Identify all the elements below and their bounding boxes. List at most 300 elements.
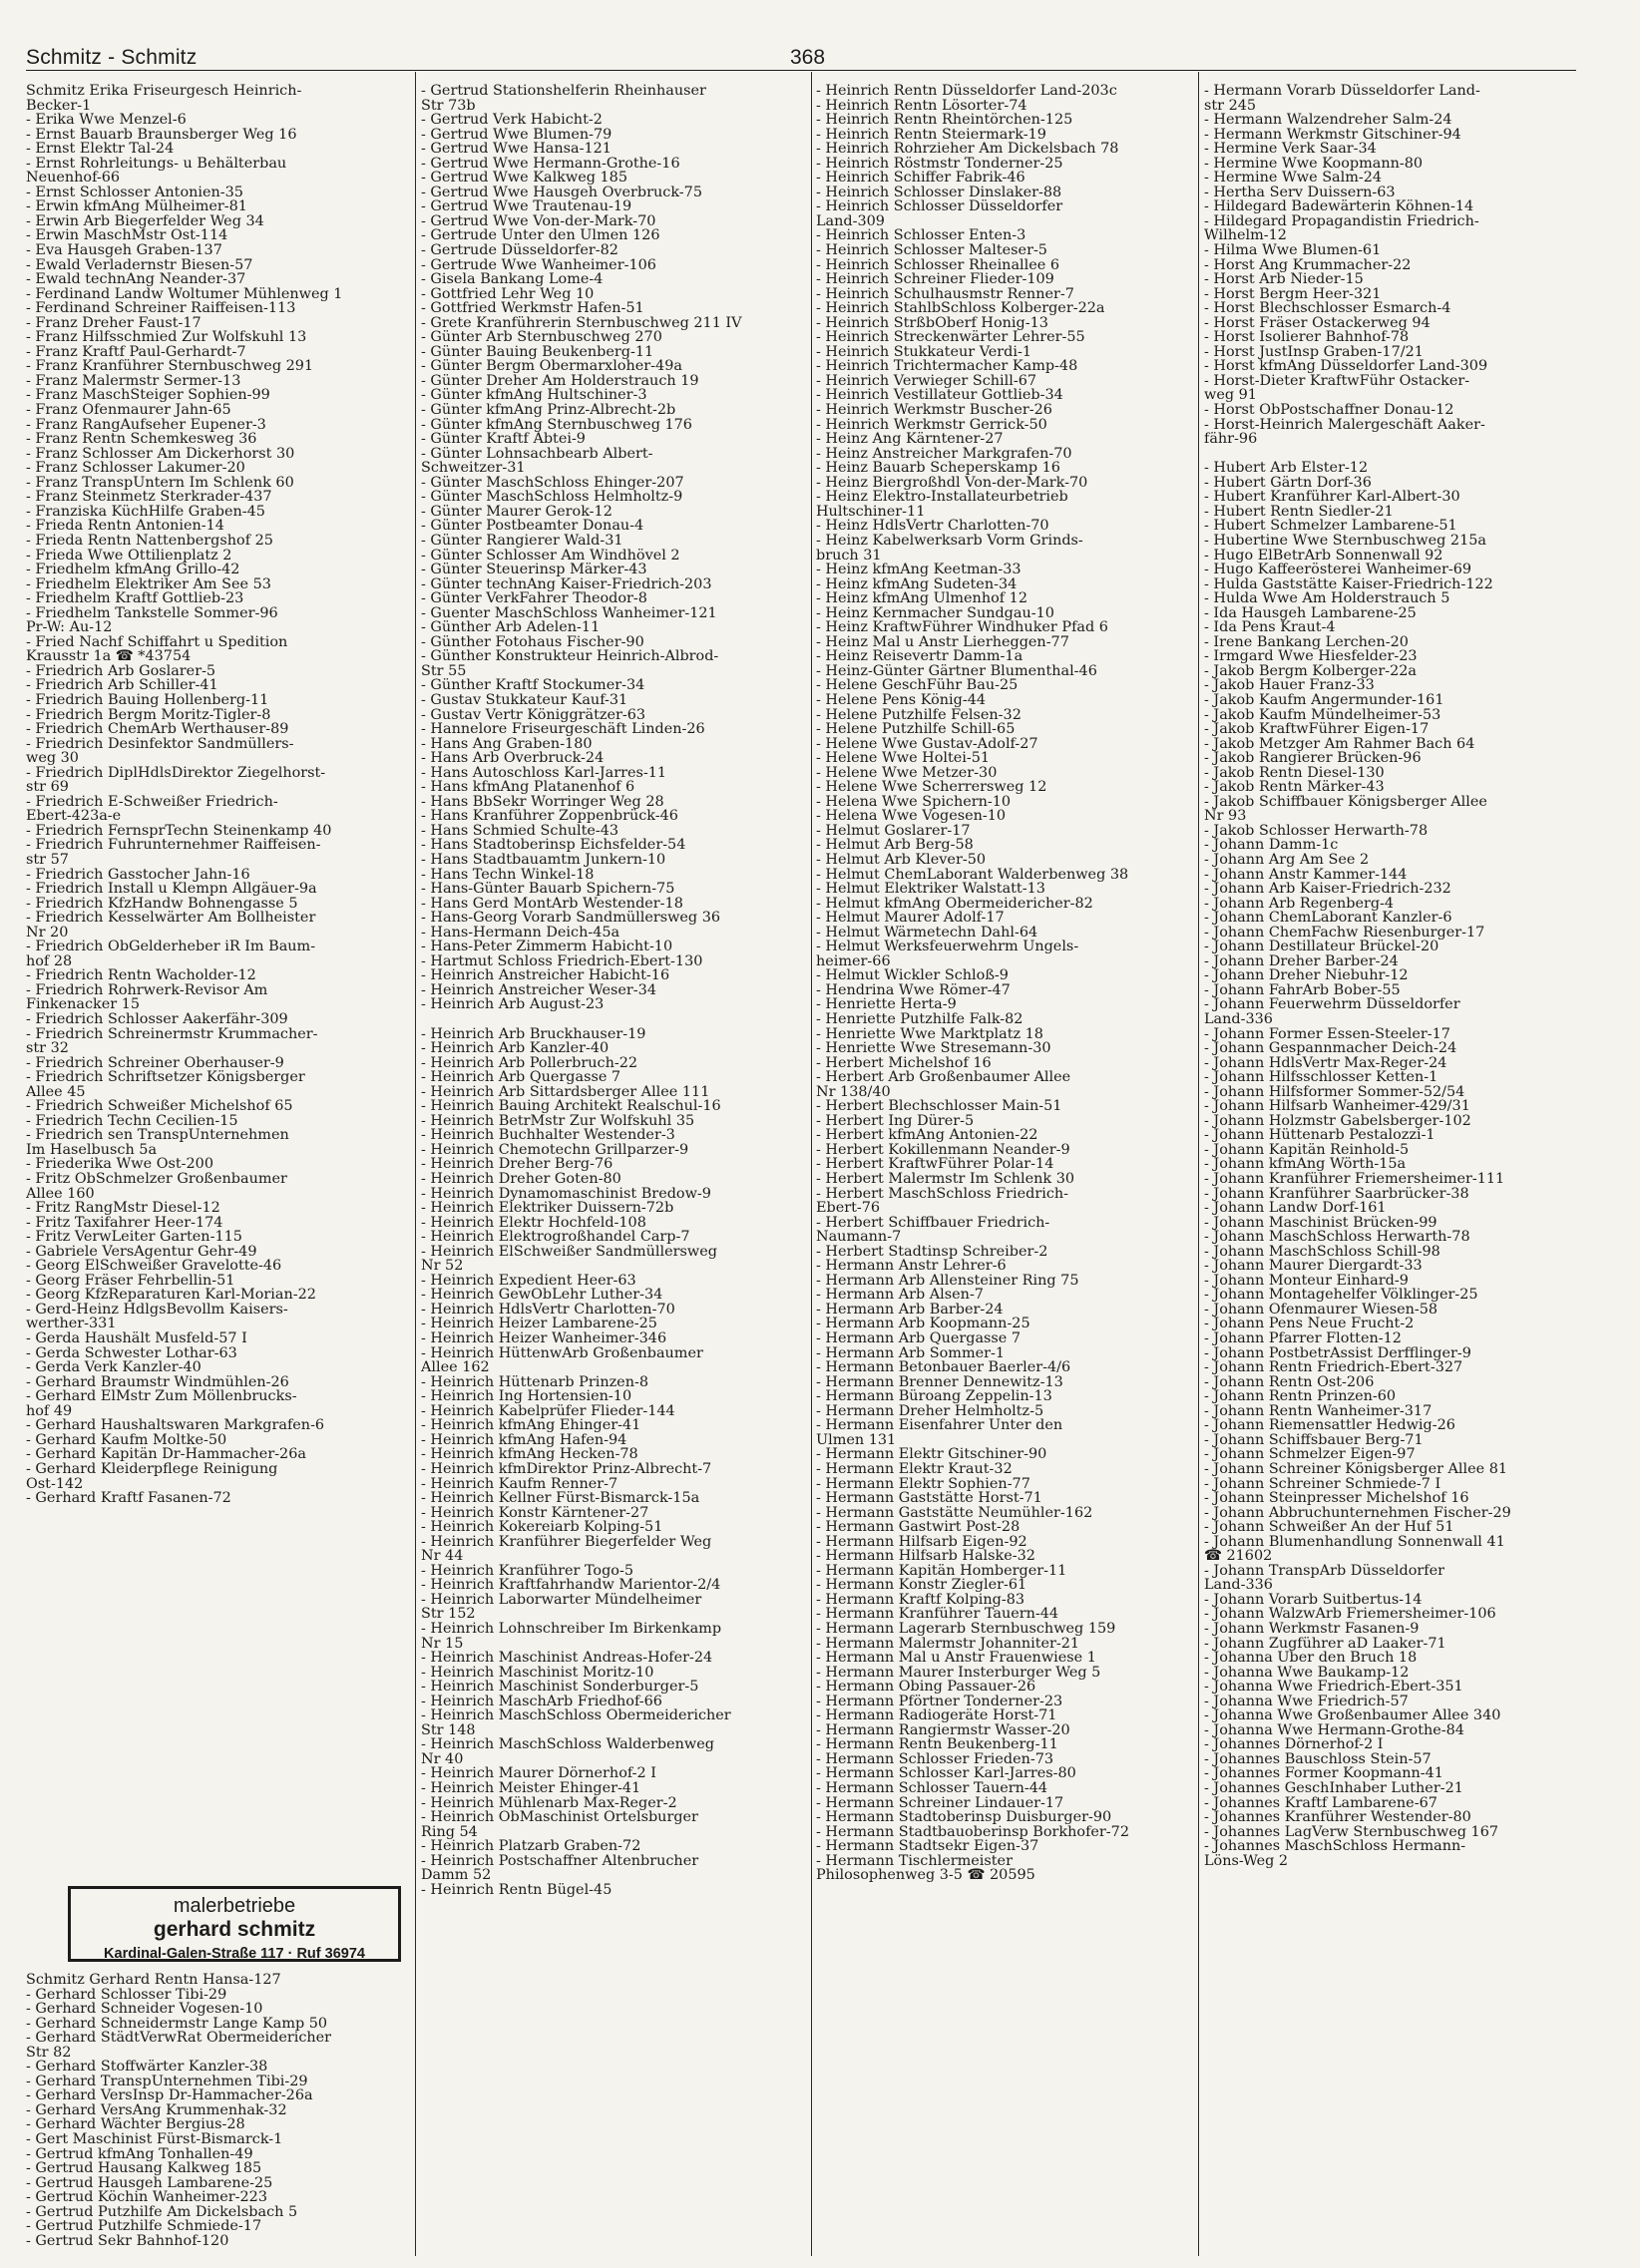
directory-entry: - Johanna Über den Bruch 18 [1204,1651,1418,1666]
directory-entry: - Heinz kfmAng Sudeten-34 [816,576,1018,592]
directory-entry: - Heinz Kernmacher Sundgau-10 [816,605,1054,621]
directory-entry: - Fritz ObSchmelzer Großenbaumer [26,1172,287,1187]
directory-entry: - Heinz Biergroßhdl Von-der-Mark-70 [816,475,1088,491]
directory-entry: - Gerhard TranspUnternehmen Tibi-29 [26,2073,308,2089]
directory-entry: - Heinrich kfmAng Hecken-78 [421,1447,638,1462]
directory-entry: - Helene GeschFühr Bau-25 [816,678,1019,693]
directory-entry: - Horst Blechschlosser Esmarch-4 [1204,301,1451,316]
directory-entry: - Johanna Wwe Hermann-Grothe-84 [1204,1722,1464,1738]
directory-entry: - Friedrich Fuhrunternehmer Raiffeisen- [26,838,321,853]
directory-entry: - Ida Hausgeh Lambarene-25 [1204,605,1417,621]
directory-entry: - Johanna Wwe Friedrich-Ebert-351 [1204,1680,1463,1695]
directory-entry: - Herbert MaschSchloss Friedrich- [816,1186,1069,1202]
directory-entry: - Hermann Gaststätte Horst-71 [816,1491,1042,1506]
directory-entry: - Hermann Stadtbauoberinsp Borkhofer-72 [816,1824,1129,1840]
directory-entry: - Gerhard Wächter Bergius-28 [26,2116,245,2133]
directory-entry: - Hans-Georg Vorarb Sandmüllersweg 36 [421,911,721,926]
directory-entry: - Hermann Arb Quergasse 7 [816,1331,1022,1346]
directory-entry: - Heinrich Werkmstr Gerrick-50 [816,417,1047,433]
directory-entry: - Hermann Schlosser Tauern-44 [816,1780,1048,1796]
directory-entry: - Heinz Bauarb Scheperskamp 16 [816,461,1060,476]
directory-entry: - Hans-Günter Bauarb Spichern-75 [421,882,675,897]
directory-entry: - Hermann Konstr Ziegler-61 [816,1578,1027,1593]
directory-entry: - Franz TranspUntern Im Schlenk 60 [26,475,294,491]
directory-entry: - Jakob Kaufm Angermunder-161 [1204,692,1444,708]
directory-entry: Land-336 [1204,1012,1273,1027]
directory-entry: Krausstr 1a ☎ *43754 [26,649,192,664]
directory-entry: - Gert Maschinist Fürst-Bismarck-1 [26,2131,283,2148]
directory-entry: - Johann Kapitän Reinhold-5 [1204,1142,1410,1158]
directory-entry: - Gertrud Stationshelferin Rheinhauser [421,84,706,99]
directory-entry: Allee 45 [26,1084,86,1100]
directory-entry: - Horst ObPostschaffner Donau-12 [1204,403,1454,418]
directory-entry: - Helmut Wickler Schloß-9 [816,968,1009,983]
directory-entry: Wilhelm-12 [1204,228,1287,244]
directory-entry: - Heinrich Dreher Berg-76 [421,1157,614,1173]
directory-entry: - Günter kfmAng Sternbuschweg 176 [421,417,692,433]
directory-entry: - Hermann Tischlermeister [816,1853,1013,1869]
directory-entry: - Hubert Gärtn Dorf-36 [1204,475,1372,491]
directory-entry: - Erwin kfmAng Mülheimer-81 [26,199,247,214]
directory-entry: - Heinrich MaschArb Friedhof-66 [421,1694,662,1709]
column-divider [1198,72,1199,2256]
directory-entry: - Friedrich Schreiner Oberhauser-9 [26,1055,284,1071]
directory-entry: - Johann Hilfsschlosser Ketten-1 [1204,1070,1438,1085]
directory-entry: weg 91 [1204,388,1257,404]
directory-entry: - Johann Steinpresser Michelshof 16 [1204,1491,1469,1506]
directory-entry: - Ferdinand Landw Woltumer Mühlenweg 1 [26,286,343,302]
directory-entry: - Hugo Kaffeerösterei Wanheimer-69 [1204,563,1472,577]
directory-entry: - Johann Blumenhandlung Sonnenwall 41 [1204,1534,1505,1550]
directory-entry: - Gertrud kfmAng Tonhallen-49 [26,2145,253,2162]
directory-entry: - Friedrich Gasstocher Jahn-16 [26,867,250,883]
directory-entry: - Heinrich Heizer Wanheimer-346 [421,1331,667,1346]
directory-entry: - Heinrich Schlosser Dinslaker-88 [816,185,1062,200]
directory-entry: - Fritz Taxifahrer Heer-174 [26,1215,223,1231]
directory-entry: - Heinrich HdlsVertr Charlotten-70 [421,1302,675,1318]
directory-entry: Ring 54 [421,1824,478,1840]
directory-entry: - Herbert kfmAng Antonien-22 [816,1128,1038,1143]
directory-entry: - Heinrich Konstr Kärntener-27 [421,1505,649,1521]
directory-entry: - Irene Bankang Lerchen-20 [1204,634,1409,650]
directory-entry: - Gerda Verk Kanzler-40 [26,1360,202,1375]
directory-entry: - Herbert Ing Dürer-5 [816,1113,975,1129]
directory-entry: - Johann TranspArb Düsseldorfer [1204,1563,1444,1579]
directory-entry: - Henriette Wwe Marktplatz 18 [816,1026,1043,1042]
directory-entry: - Heinrich Platzarb Graben-72 [421,1839,641,1854]
directory-entry: - Heinrich Maschinist Andreas-Hofer-24 [421,1651,713,1666]
directory-entry: - Gerhard Kaufm Moltke-50 [26,1432,227,1448]
directory-entry: - Hermann Rangiermstr Wasser-20 [816,1722,1070,1738]
directory-entry: - Johann Gespannmacher Deich-24 [1204,1041,1457,1056]
directory-entry: - Grete Kranführerin Sternbuschweg 211 IV [421,315,742,331]
directory-entry: - Hermann Malermstr Johanniter-21 [816,1636,1080,1652]
directory-entry: - Johann Former Essen-Steeler-17 [1204,1026,1450,1042]
directory-entry: - Erwin Arb Biegerfelder Weg 34 [26,213,264,229]
directory-entry: - Helmut Wärmetechn Dahl-64 [816,925,1038,941]
directory-entry [421,1012,812,1027]
directory-entry: - Heinrich Streckenwärter Lehrer-55 [816,330,1085,345]
directory-entry: - Hulda Gaststätte Kaiser-Friedrich-122 [1204,576,1493,592]
directory-entry: - Günter Bauing Beukenberg-11 [421,344,654,360]
directory-entry: Land-309 [816,213,885,229]
directory-entry: - Horst Ang Krummacher-22 [1204,257,1412,273]
directory-entry: - Heinrich Rentn Bügel-45 [421,1882,613,1898]
directory-entry: - Helmut Maurer Adolf-17 [816,911,1005,926]
directory-entry: - Hermann Elektr Gitschiner-90 [816,1447,1047,1462]
directory-entry: - Johanna Wwe Baukamp-12 [1204,1665,1410,1681]
directory-entry: - Johann Monteur Einhard-9 [1204,1273,1409,1289]
directory-entry: Pr-W: Au-12 [26,620,113,635]
directory-entry: - Günter kfmAng Hultschiner-3 [421,388,647,404]
directory-entry: - Hilma Wwe Blumen-61 [1204,243,1382,258]
directory-entry: - Hermann Betonbauer Baerler-4/6 [816,1360,1071,1375]
directory-entry: - Hendrina Wwe Römer-47 [816,982,1011,998]
header-rule [26,70,1576,71]
directory-entry: - Hermann Kraftf Kolping-83 [816,1592,1025,1608]
directory-entry: - Ernst Bauarb Braunsberger Weg 16 [26,127,297,143]
directory-entry: Str 82 [26,2044,72,2061]
directory-entry: - Horst JustInsp Graben-17/21 [1204,344,1424,360]
directory-entry: - Heinrich Kranführer Togo-5 [421,1563,633,1579]
directory-entry: - Heinrich Schlosser Düsseldorfer [816,199,1063,214]
directory-entry: - Ernst Rohrleitungs- u Behälterbau [26,156,287,172]
directory-entry: - Heinrich Rentn Steiermark-19 [816,127,1046,143]
directory-entry: - Erwin MaschMstr Ost-114 [26,228,228,244]
directory-entry: - Hermine Wwe Koopmann-80 [1204,156,1424,172]
ad-line-2: gerhard schmitz [153,1918,316,1941]
directory-entry: werther-331 [26,1317,117,1332]
directory-entry: - Heinrich Mühlenarb Max-Reger-2 [421,1795,677,1811]
directory-entry: - Hubert Arb Elster-12 [1204,461,1369,476]
directory-entry: - Heinrich Rohrzieher Am Dickelsbach 78 [816,142,1119,157]
directory-entry: - Günter Schlosser Am Windhövel 2 [421,548,680,564]
directory-entry: - Heinrich Arb Quergasse 7 [421,1070,621,1085]
directory-entry: Schmitz Gerhard Rentn Hansa-127 [26,1973,281,1988]
directory-entry: - Friedrich FernsprTechn Steinenkamp 40 [26,823,332,839]
directory-entry: Nr 15 [421,1636,464,1652]
directory-entry: - Heinrich Schlosser Rheinallee 6 [816,257,1059,273]
directory-entry: - Johann Schmelzer Eigen-97 [1204,1447,1416,1462]
directory-entry: - Gerda Schwester Lothar-63 [26,1345,237,1361]
directory-entry: - Hermann Büroang Zeppelin-13 [816,1389,1052,1404]
directory-entry: - Hermann Arb Koopmann-25 [816,1317,1030,1332]
directory-entry: - Heinz Ang Kärntener-27 [816,432,1004,447]
directory-entry: - Heinz-Günter Gärtner Blumenthal-46 [816,663,1097,679]
directory-entry: - Helene Wwe Metzer-30 [816,765,998,781]
directory-entry: - Friedrich Schweißer Michelshof 65 [26,1099,293,1114]
directory-entry: - Friedrich ChemArb Werthauser-89 [26,722,289,737]
directory-entry: - Heinrich Trichtermacher Kamp-48 [816,359,1078,374]
directory-entry: - Günter Maurer Gerok-12 [421,504,613,520]
directory-entry: - Gabriele VersAgentur Gehr-49 [26,1244,257,1260]
directory-entry: - Hertha Serv Duissern-63 [1204,185,1396,200]
directory-entry: - Hermann Schreiner Lindauer-17 [816,1795,1064,1811]
directory-entry: - Gerhard StädtVerwRat Obermeidericher [26,2030,332,2047]
directory-entry: - Herbert Arb Großenbaumer Allee [816,1070,1071,1085]
directory-entry: - Gertrude Düsseldorfer-82 [421,243,618,258]
directory-entry: - Friedrich Arb Goslarer-5 [26,663,216,679]
directory-entry: - Hermann Kapitän Homberger-11 [816,1563,1067,1579]
directory-entry: - Günter technAng Kaiser-Friedrich-203 [421,576,712,592]
directory-entry: - Friedrich Arb Schiller-41 [26,678,218,693]
directory-entry: - Hannelore Friseurgeschäft Linden-26 [421,722,705,737]
directory-entry: - Johann Maschinist Brücken-99 [1204,1215,1437,1231]
directory-entry: - Helena Wwe Vogesen-10 [816,809,1007,824]
directory-entry: - Franz Kranführer Sternbuschweg 291 [26,359,314,374]
directory-entry: - Hermann Arb Allensteiner Ring 75 [816,1273,1079,1289]
directory-entry: - Johann HdlsVertr Max-Reger-24 [1204,1055,1447,1071]
directory-entry: - Hermann Radiogeräte Horst-71 [816,1708,1057,1723]
directory-entry: - Gertrud Hausgeh Lambarene-25 [26,2174,273,2191]
directory-entry: - Franz Steinmetz Sterkrader-437 [26,490,272,505]
directory-entry: - Johann Destillateur Brückel-20 [1204,940,1439,954]
directory-entry: - Franz Schlosser Am Dickerhorst 30 [26,446,295,462]
directory-entry: - Herbert Kokillenmann Neander-9 [816,1142,1070,1158]
directory-entry: - Jakob Metzger Am Rahmer Bach 64 [1204,736,1475,752]
directory-entry: ☎ 21602 [1204,1549,1273,1564]
directory-entry: - Gertrud Wwe Von-der-Mark-70 [421,213,656,229]
directory-entry: - Günther Kraftf Stockumer-34 [421,678,645,693]
running-head: Schmitz - Schmitz [26,46,198,69]
directory-entry: - Gustav Stukkateur Kauf-31 [421,692,628,708]
directory-entry: - Herbert Stadtinsp Schreiber-2 [816,1244,1048,1260]
directory-entry: - Heinrich Maurer Dörnerhof-2 I [421,1766,656,1781]
ad-line-1: malerbetriebe [173,1895,296,1917]
directory-entry: - Helene Wwe Gustav-Adolf-27 [816,736,1038,752]
directory-entry: - Friedrich DiplHdlsDirektor Ziegelhorst- [26,765,326,781]
directory-entry: - Herbert KraftwFührer Polar-14 [816,1157,1054,1173]
directory-entry: - Heinrich Kokereiarb Kolping-51 [421,1520,663,1535]
directory-entry: - Johann Pfarrer Flotten-12 [1204,1331,1402,1346]
directory-entry: - Friederika Wwe Ost-200 [26,1157,213,1173]
directory-entry: - Johann Feuerwehrm Düsseldorfer [1204,997,1460,1012]
directory-entry: - Gerhard Schneidermstr Lange Kamp 50 [26,2015,328,2032]
directory-entry: - Johann WalzwArb Friemersheimer-106 [1204,1607,1496,1622]
directory-entry: - Hans Ang Graben-180 [421,736,593,752]
directory-entry: - Johann Ofenmaurer Wiesen-58 [1204,1302,1438,1318]
directory-entry: - Johann Zugführer aD Laaker-71 [1204,1636,1446,1652]
directory-entry: str 69 [26,780,69,795]
directory-entry: - Hermann Arb Sommer-1 [816,1345,1006,1361]
directory-entry: - Heinrich Postschaffner Altenbrucher [421,1853,699,1869]
directory-entry: - Hermann Hilfsarb Eigen-92 [816,1534,1027,1550]
directory-entry: - Heinrich Laborwarter Mündelheimer [421,1592,702,1608]
directory-entry: - Horst-Dieter KraftwFühr Ostacker- [1204,373,1470,389]
directory-entry: - Heinrich Chemotechn Grillparzer-9 [421,1142,689,1158]
directory-entry: - Johann Montagehelfer Völklinger-25 [1204,1288,1478,1303]
directory-entry: - Johann Rentn Friedrich-Ebert-327 [1204,1360,1463,1375]
directory-entry: - Jakob Hauer Franz-33 [1204,678,1375,693]
directory-entry: Im Haselbusch 5a [26,1142,158,1158]
directory-entry: - Heinrich Rentn Lösorter-74 [816,98,1027,114]
directory-entry: - Helmut Elektriker Walstatt-13 [816,882,1045,897]
directory-entry: - Johann Arg Am See 2 [1204,852,1370,868]
directory-entry: Nr 138/40 [816,1084,891,1100]
directory-entry: - Hans Stadtbauamtm Junkern-10 [421,852,666,868]
directory-entry: - Franz RangAufseher Eupener-3 [26,417,266,433]
directory-entry: - Johann Dreher Niebuhr-12 [1204,968,1409,983]
directory-entry: - Hubert Rentn Siedler-21 [1204,504,1394,520]
directory-entry: - Helene Pens König-44 [816,692,987,708]
directory-entry: - Ernst Elektr Tal-24 [26,142,175,157]
directory-entry: - Hermann Pförtner Tonderner-23 [816,1694,1063,1709]
directory-entry: - Georg Fräser Fehrbellin-51 [26,1273,235,1289]
directory-entry: - Hans Schmied Schulte-43 [421,823,619,839]
directory-entry: - Johann Pens Neue Frucht-2 [1204,1317,1415,1332]
directory-column-3 [816,84,1195,2258]
directory-entry: - Heinrich Dreher Goten-80 [421,1172,621,1187]
directory-entry: - Johann Dreher Barber-24 [1204,953,1399,969]
directory-entry: - Helene Wwe Holtei-51 [816,751,991,766]
directory-entry: - Helena Wwe Spichern-10 [816,794,1012,810]
directory-entry: - Guenter MaschSchloss Wanheimer-121 [421,605,717,621]
directory-entry: - Johann Rentn Ost-206 [1204,1374,1375,1390]
directory-entry: - Gerhard Kraftf Fasanen-72 [26,1491,231,1506]
directory-entry: - Heinrich Kraftfahrhandw Marientor-2/4 [421,1578,721,1593]
directory-entry: - Helmut Arb Klever-50 [816,852,987,868]
directory-entry: - Ewald technAng Neander-37 [26,272,246,287]
directory-entry: - Gertrud Hausang Kalkweg 185 [26,2160,262,2177]
directory-entry: Hultschiner-11 [816,504,926,520]
directory-entry: - Heinrich Elektr Hochfeld-108 [421,1215,646,1231]
directory-entry: - Ferdinand Schreiner Raiffeisen-113 [26,301,296,316]
directory-entry: Schmitz Erika Friseurgesch Heinrich- [26,84,302,99]
directory-entry: - Friedrich Techn Cecilien-15 [26,1113,238,1129]
directory-entry: - Hans Gerd MontArb Westender-18 [421,896,683,912]
directory-entry: - Georg KfzReparaturen Karl-Morian-22 [26,1288,316,1303]
directory-entry: - Johann Maurer Diergardt-33 [1204,1259,1423,1274]
directory-entry: - Gottfried Werkmstr Hafen-51 [421,301,644,316]
directory-entry: - Heinrich GewObLehr Luther-34 [421,1288,663,1303]
directory-entry: - Herbert Schiffbauer Friedrich- [816,1215,1050,1231]
directory-entry: - Heinrich HüttenwArb Großenbaumer [421,1345,703,1361]
directory-entry: - Gerhard Kleiderpflege Reinigung [26,1461,278,1477]
directory-entry: - Jakob Kaufm Mündelheimer-53 [1204,707,1441,723]
directory-entry: - Gottfried Lehr Weg 10 [421,286,595,302]
directory-entry: - Ernst Schlosser Antonien-35 [26,185,243,200]
directory-entry: - Heinrich ElSchweißer Sandmüllersweg [421,1244,717,1260]
directory-entry: - Hans-Peter Zimmerm Habicht-10 [421,940,673,954]
directory-entry: - Johann ChemLaborant Kanzler-6 [1204,911,1452,926]
directory-entry: - Heinz KraftwFührer Windhuker Pfad 6 [816,620,1108,635]
directory-entry: Land-336 [1204,1578,1273,1593]
directory-entry: - Franz Hilfsschmied Zur Wolfskuhl 13 [26,330,307,345]
directory-entry: - Johann kfmAng Wörth-15a [1204,1157,1407,1173]
directory-entry: - Johannes Former Koopmann-41 [1204,1766,1443,1781]
directory-entry: - Heinrich Arb August-23 [421,997,605,1012]
directory-entry: - Johann Schweißer An der Huf 51 [1204,1520,1454,1535]
directory-entry: - Johann Hilfsarb Wanheimer-429/31 [1204,1099,1470,1114]
directory-entry: - Jakob Schlosser Herwarth-78 [1204,823,1429,839]
directory-entry: Str 55 [421,663,467,679]
directory-entry: - Günther Fotohaus Fischer-90 [421,634,644,650]
directory-entry: - Hermann Elektr Sophien-77 [816,1476,1030,1492]
directory-entry: - Horst-Heinrich Malergeschäft Aaker- [1204,417,1485,433]
directory-entry: - Heinrich Verwieger Schill-67 [816,373,1037,389]
directory-entry: - Friedhelm Elektriker Am See 53 [26,576,271,592]
directory-entry: Nr 20 [26,925,69,941]
directory-entry: - Heinrich Buchhalter Westender-3 [421,1128,675,1143]
directory-entry: - Heinrich StahlbSchloss Kolberger-22a [816,301,1105,316]
directory-entry: Str 152 [421,1607,476,1622]
directory-entry: - Friedrich Rohrwerk-Revisor Am [26,982,268,998]
directory-entry: - Gertrud Wwe Trautenau-19 [421,199,632,214]
page-number: 368 [790,46,826,69]
directory-entry: - Johann Vorarb Suitbertus-14 [1204,1592,1423,1608]
directory-entry: - Herbert Michelshof 16 [816,1055,992,1071]
directory-entry: - Gerhard Braumstr Windmühlen-26 [26,1374,289,1390]
directory-entry: Nr 40 [421,1751,464,1767]
directory-entry: Finkenacker 15 [26,997,141,1012]
directory-entry: - Hermann Schlosser Karl-Jarres-80 [816,1766,1076,1781]
directory-entry: - Friedrich Rentn Wacholder-12 [26,968,256,983]
directory-entry: - Johannes Kraftf Lambarene-67 [1204,1795,1437,1811]
directory-entry: - Heinz Kabelwerksarb Vorm Grinds- [816,533,1083,549]
directory-entry: str 32 [26,1041,69,1056]
directory-entry: - Heinrich Schiffer Fabrik-46 [816,171,1025,186]
directory-entry: - Heinrich kfmAng Hafen-94 [421,1432,627,1448]
directory-entry: - Gertrud Wwe Blumen-79 [421,127,613,143]
directory-entry: - Hans Arb Overbruck-24 [421,751,605,766]
directory-entry: - Günter Postbeamter Donau-4 [421,519,644,534]
directory-entry: - Günter Kraftf Abtei-9 [421,432,586,447]
directory-entry: - Hermann Maurer Insterburger Weg 5 [816,1665,1101,1681]
directory-entry: - Günter Steuerinsp Märker-43 [421,563,647,577]
directory-entry: - Heinrich StrßbOberf Honig-13 [816,315,1048,331]
directory-column-2 [421,84,812,2258]
directory-entry: - Hubert Schmelzer Lambarene-51 [1204,519,1457,534]
directory-entry: - Hans BbSekr Worringer Weg 28 [421,794,664,810]
directory-entry: - Hermann Gastwirt Post-28 [816,1520,1021,1535]
directory-entry: heimer-66 [816,953,891,969]
directory-entry: - Erika Wwe Menzel-6 [26,113,187,128]
directory-entry: - Hermann Eisenfahrer Unter den [816,1418,1063,1433]
directory-entry: - Heinz Mal u Anstr Lierheggen-77 [816,634,1069,650]
directory-entry: - Friedrich sen TranspUnternehmen [26,1128,289,1143]
directory-entry: - Hartmut Schloss Friedrich-Ebert-130 [421,953,703,969]
directory-entry: Philosophenweg 3-5 ☎ 20595 [816,1868,1035,1883]
directory-column-1-continued [26,1973,405,2262]
directory-entry: - Johann MaschSchloss Herwarth-78 [1204,1230,1470,1245]
directory-entry: - Frieda Wwe Ottilienplatz 2 [26,548,232,564]
directory-entry: - Johannes GeschInhaber Luther-21 [1204,1780,1463,1796]
directory-entry: - Gertrud Putzhilfe Schmiede-17 [26,2218,262,2235]
directory-entry: - Johannes Bauschloss Stein-57 [1204,1751,1432,1767]
directory-entry: - Johanna Wwe Großenbaumer Allee 340 [1204,1708,1501,1723]
directory-entry: - Hulda Wwe Am Holderstrauch 5 [1204,591,1450,606]
directory-entry: - Herbert Blechschlosser Main-51 [816,1099,1062,1114]
directory-entry: Naumann-7 [816,1230,902,1245]
directory-entry: - Friedrich Schriftsetzer Königsberger [26,1070,305,1085]
directory-entry: - Heinrich kfmAng Ehinger-41 [421,1418,641,1433]
directory-entry: fähr-96 [1204,432,1258,447]
directory-entry: - Heinrich Ing Hortensien-10 [421,1389,632,1404]
directory-entry: - Günther Konstrukteur Heinrich-Albrod- [421,649,719,664]
directory-entry: - Hans kfmAng Platanenhof 6 [421,780,635,795]
directory-entry: - Franz Malermstr Sermer-13 [26,373,241,389]
directory-entry: - Heinrich Expedient Heer-63 [421,1273,636,1289]
directory-entry: - Johann MaschSchloss Schill-98 [1204,1244,1440,1260]
directory-entry: Str 73b [421,98,476,114]
directory-entry: - Friedrich E-Schweißer Friedrich- [26,794,278,810]
directory-entry: - Heinz HdlsVertr Charlotten-70 [816,519,1049,534]
directory-entry: - Heinz Elektro-Installateurbetrieb [816,490,1068,505]
directory-entry: - Johann Holzmstr Gabelsberger-102 [1204,1113,1471,1129]
directory-entry: - Heinrich Meister Ehinger-41 [421,1780,641,1796]
directory-entry: Allee 162 [421,1360,490,1375]
directory-entry: - Heinrich BetrMstr Zur Wolfskuhl 35 [421,1113,695,1129]
